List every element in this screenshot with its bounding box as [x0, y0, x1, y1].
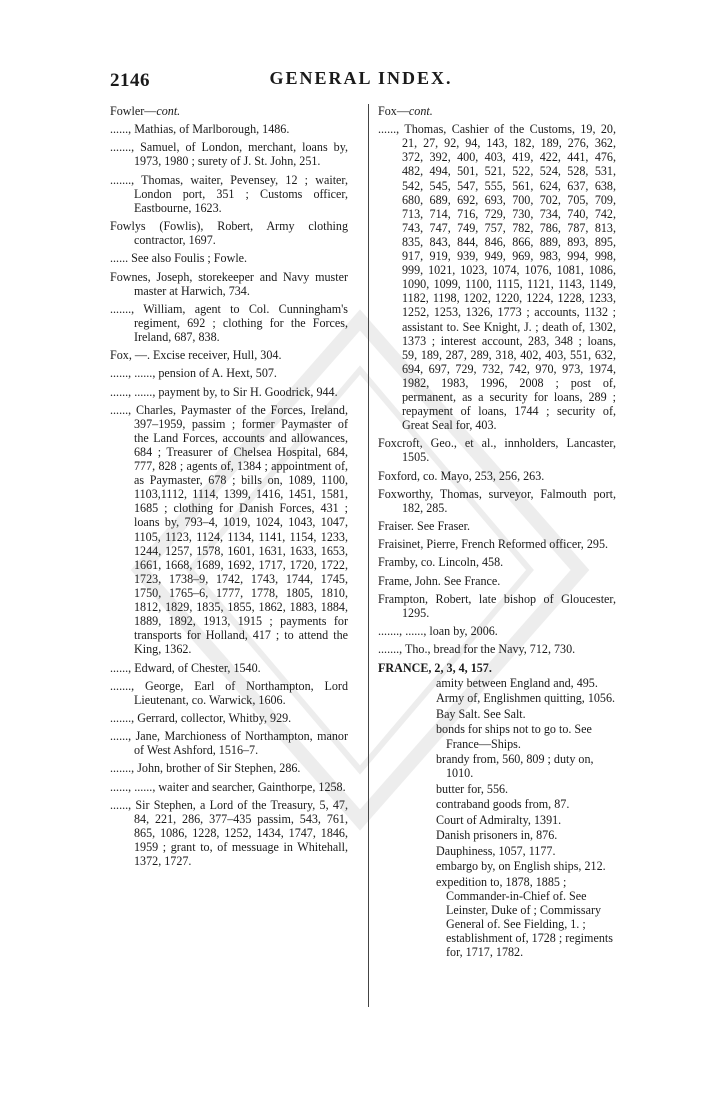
index-subentry: Dauphiness, 1057, 1177. — [436, 843, 556, 858]
index-entry: ......., George, Earl of Northampton, Lord Lieutenant, co. Warwick, 1606. — [110, 678, 348, 707]
index-entry: ......, ......, waiter and searcher, Gainthorpe, 1258. — [110, 779, 346, 794]
index-heading: FRANCE, 2, 3, 4, 157. — [378, 660, 492, 675]
index-entry: Fraiser. See Fraser. — [378, 519, 471, 534]
index-entry: Fownes, Joseph, storekeeper and Navy muster master at Harwich, 734. — [110, 269, 348, 298]
continued-heading-mark: cont. — [156, 104, 181, 118]
continued-heading-name: Fowler— — [110, 104, 157, 118]
index-subentry: Army of, Englishmen quitting, 1056. — [436, 691, 616, 706]
index-subentry: Bay Salt. See Salt. — [436, 706, 526, 721]
index-entry: Frampton, Robert, late bishop of Gloucester, 1295. — [378, 591, 616, 620]
index-entry: ......, Mathias, of Marlborough, 1486. — [110, 122, 290, 137]
index-subentry: amity between England and, 495. — [436, 675, 598, 690]
running-title: GENERAL INDEX. — [269, 68, 453, 88]
index-entry: ......., ......, loan by, 2006. — [378, 624, 498, 639]
index-entry: ......, ......, payment by, to Sir H. Goodrick, 944. — [110, 384, 338, 399]
page-number: 2146 — [110, 70, 150, 91]
index-subentry: bonds for ships not to go to. See France—Ships. — [436, 722, 592, 751]
continued-heading — [378, 104, 616, 118]
index-entry: ......, Jane, Marchioness of Northampton, manor of West Ashford, 1516–7. — [110, 729, 348, 758]
index-entry: ......., John, brother of Sir Stephen, 286. — [110, 761, 301, 776]
index-subentry: embargo by, on English ships, 212. — [436, 859, 606, 874]
index-entry: Frame, John. See France. — [378, 573, 501, 588]
index-entry: ......, Charles, Paymaster of the Forces, Ireland, 397–1959, passim ; former Paymaster of the Land Forces, accounts and allowances, 684 ; Treasurer of Chelsea Hospital, 684, 777, 828 ; agents of, 1384 ; appointment of, as Paymaster, 678 ; bills on, 1089, 1100, 1103,1112, 1114, 1399, 1416, 1451, 1581, 1685 ; clothing for Danish Forces, 431 ; loans by, 793–4, 1019, 1024, 1043, 1047, 1105, 1123, 1124, 1134, 1141, 1154, 1233, 1244, 1257, 1578, 1601, 1631, 1633, 1653, 1661, 1668, 1689, 1692, 1717, 1720, 1722, 1723, 1738–9, 1742, 1743, 1744, 1745, 1750, 1765–6, 1777, 1778, 1805, 1810, 1812, 1829, 1835, 1855, 1862, 1883, 1884, 1889, 1892, 1913, 1915 ; payments for transports for Holland, 417 ; to attend the King, 1362. — [110, 402, 348, 657]
continued-heading-mark: cont. — [408, 104, 433, 118]
index-entry: ...... See also Foulis ; Fowle. — [110, 251, 248, 266]
index-entry: Fraisinet, Pierre, French Reformed officer, 295. — [378, 537, 609, 552]
index-entry: ......., Gerrard, collector, Whitby, 929. — [110, 710, 292, 725]
index-entry: Fowlys (Fowlis), Robert, Army clothing contractor, 1697. — [110, 219, 348, 248]
continued-heading-name: Fox— — [378, 104, 409, 118]
index-entry: ......, Thomas, Cashier of the Customs, 19, 20, 21, 27, 92, 94, 143, 182, 189, 276, 362, 372, 392, 400, 403, 419, 422, 441, 476, 482, 494, 501, 521, 522, 524, 528, 531, 542, 545, 547, 555, 561, 624, 637, 638, 680, 689, 692, 693, 700, 702, 705, 709, 713, 714, 716, 729, 730, 734, 740, 742, 743, 747, 749, 757, 782, 786, 787, 813, 835, 843, 844, 846, 866, 889, 893, 895, 917, 919, 939, 949, 969, 983, 994, 998, 999, 1021, 1023, 1074, 1076, 1081, 1086, 1090, 1099, 1100, 1115, 1121, 1143, 1149, 1182, 1198, 1202, 1220, 1224, 1228, 1233, 1252, 1253, 1326, 1773 ; accounts, 1132 ; assistant to. See Knight, J. ; death of, 1302, 1373 ; interest account, 283, 348 ; loans, 59, 189, 287, 289, 318, 402, 403, 551, 632, 694, 697, 729, 732, 742, 970, 973, 1974, 1982, 1983, 1996, 2008 ; post of, permanent, as a security for loans, 289 ; repayment of loans, 1744 ; security of, Great Seal for, 403. — [378, 122, 616, 433]
index-subentry: Danish prisoners in, 876. — [436, 828, 558, 843]
index-subentry: Court of Admiralty, 1391. — [436, 812, 562, 827]
right-column — [378, 104, 616, 960]
index-entry: ......., Samuel, of London, merchant, loans by, 1973, 1980 ; surety of J. St. John, 251. — [110, 140, 348, 169]
index-entry: ......, Edward, of Chester, 1540. — [110, 660, 261, 675]
index-entry: Foxford, co. Mayo, 253, 256, 263. — [378, 468, 545, 483]
continued-heading — [110, 104, 348, 118]
index-entry: Framby, co. Lincoln, 458. — [378, 555, 504, 570]
index-subentry: expedition to, 1878, 1885 ; Commander-in-Chief of. See Leinster, Duke of ; Commissary General of. See Fielding, 1. ; establishment of, 1728 ; regiments for, 1717, 1782. — [436, 874, 613, 959]
index-entry: Fox, —. Excise receiver, Hull, 304. — [110, 348, 282, 363]
index-entry: ......, ......, pension of A. Hext, 507. — [110, 366, 277, 381]
index-entry: ......., Tho., bread for the Navy, 712, 730. — [378, 642, 576, 657]
left-column — [110, 104, 348, 872]
column-divider — [368, 104, 369, 1007]
index-entry: ......., William, agent to Col. Cunningham's regiment, 692 ; clothing for the Forces, Ireland, 687, 838. — [110, 301, 348, 344]
index-subentry: butter for, 556. — [436, 781, 509, 796]
index-subentry: brandy from, 560, 809 ; duty on, 1010. — [436, 752, 594, 781]
index-subentry: contraband goods from, 87. — [436, 797, 570, 812]
index-entry: Foxworthy, Thomas, surveyor, Falmouth port, 182, 285. — [378, 486, 616, 515]
index-entry: ......., Thomas, waiter, Pevensey, 12 ; waiter, London port, 351 ; Customs officer, Eastbourne, 1623. — [110, 172, 348, 215]
index-entry: Foxcroft, Geo., et al., innholders, Lancaster, 1505. — [378, 436, 616, 465]
index-entry: ......, Sir Stephen, a Lord of the Treasury, 5, 47, 84, 221, 286, 377–435 passim, 543, 761, 865, 1086, 1228, 1252, 1434, 1747, 1846, 1959 ; grant to, of messuage in Whitehall, 1372, 1727. — [110, 797, 348, 869]
